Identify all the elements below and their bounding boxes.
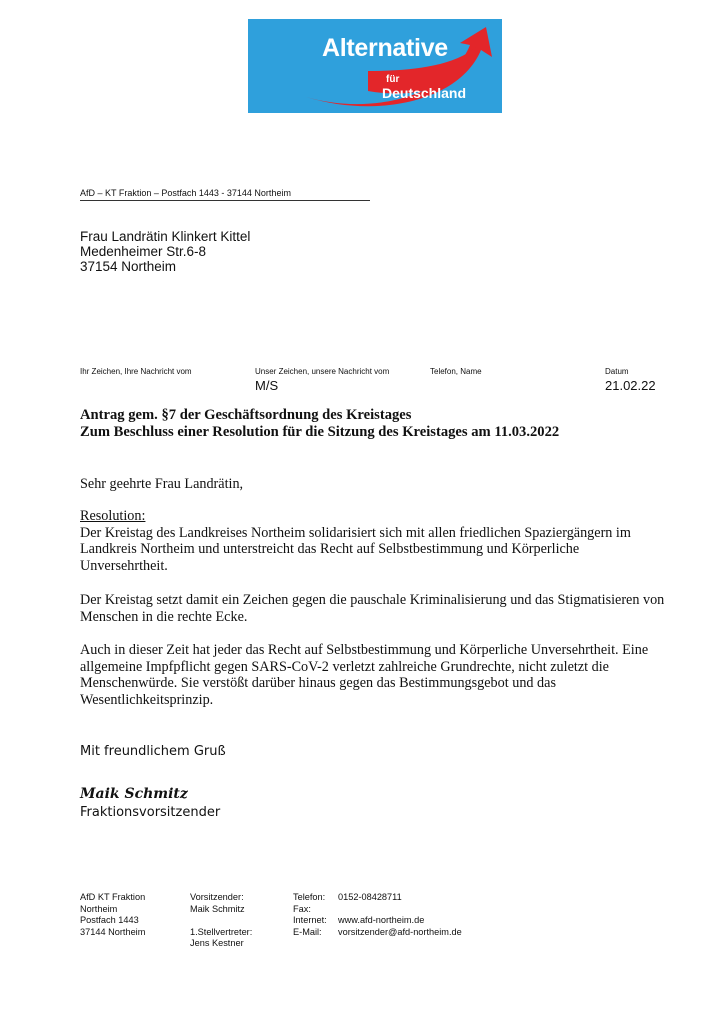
footer-fax xyxy=(338,904,462,916)
footer-line: AfD KT Fraktion xyxy=(80,892,146,902)
footer-line: Postfach 1443 xyxy=(80,915,139,925)
recipient-street: Medenheimer Str.6-8 xyxy=(80,244,207,259)
logo-text-line2: für xyxy=(386,74,400,85)
footer-column-contact-values xyxy=(338,892,462,938)
afd-logo xyxy=(248,19,502,113)
footer-column-contact-labels xyxy=(293,892,327,938)
footer-website-link[interactable]: www.afd-northeim.de xyxy=(338,915,425,925)
footer-column-address xyxy=(80,892,145,938)
footer-phone: 0152-08428711 xyxy=(338,892,402,902)
signer-title: Fraktionsvorsitzender xyxy=(80,805,221,820)
footer-label: E-Mail: xyxy=(293,926,322,937)
resolution-label: Resolution: xyxy=(80,508,146,524)
telefon-label: Telefon, Name xyxy=(430,367,482,376)
ihr-zeichen-label: Ihr Zeichen, Ihre Nachricht vom xyxy=(80,367,192,376)
subject-line1: Antrag gem. §7 der Geschäftsordnung des Kreistages xyxy=(80,407,412,423)
return-line-rule xyxy=(80,200,370,201)
paragraph-2: Der Kreistag setzt damit ein Zeichen gegen die pauschale Kriminalisierung und das Stigmatisieren von Menschen in die rechte Ecke. xyxy=(80,592,665,625)
signature: Maik Schmitz xyxy=(80,786,188,802)
footer-email-link[interactable]: vorsitzender@afd-northeim.de xyxy=(338,926,462,937)
footer-line: Maik Schmitz xyxy=(190,903,245,914)
sender-return-line: AfD – KT Fraktion – Postfach 1443 - 37144 Northeim xyxy=(80,188,291,198)
footer-label: Internet: xyxy=(293,915,327,925)
footer-label: Fax: xyxy=(293,903,311,914)
footer-line xyxy=(190,915,252,927)
subject xyxy=(80,407,680,441)
subject-line2: Zum Beschluss einer Resolution für die Sitzung des Kreistages am 11.03.2022 xyxy=(80,424,560,440)
datum-value: 21.02.22 xyxy=(605,378,656,393)
unser-zeichen-value: M/S xyxy=(255,378,279,393)
closing-greeting: Mit freundlichem Gruß xyxy=(80,744,226,759)
recipient-name: Frau Landrätin Klinkert Kittel xyxy=(80,229,251,244)
paragraph-1: Der Kreistag des Landkreises Northeim solidarisiert sich mit allen friedlichen Spaziergängern im Landkreis Northeim und unterstreicht das Recht auf Selbstbestimmung und Körperliche Unversehrtheit. xyxy=(80,524,631,574)
unser-zeichen-label: Unser Zeichen, unsere Nachricht vom xyxy=(255,367,390,376)
datum-label: Datum xyxy=(605,367,629,376)
resolution-block xyxy=(80,508,670,574)
footer-label: Telefon: xyxy=(293,892,326,902)
recipient-city: 37154 Northeim xyxy=(80,259,177,274)
logo-text-line3: Deutschland xyxy=(382,85,467,101)
footer-line: 1.Stellvertreter: xyxy=(190,926,253,937)
salutation: Sehr geehrte Frau Landrätin, xyxy=(80,476,244,492)
logo-text-line1: Alternative xyxy=(322,34,448,62)
footer-line: 37144 Northeim xyxy=(80,926,146,937)
footer-column-board xyxy=(190,892,252,950)
footer-line: Vorsitzender: xyxy=(190,892,244,902)
footer-line: Northeim xyxy=(80,903,118,914)
footer-line: Jens Kestner xyxy=(190,938,244,948)
paragraph-3: Auch in dieser Zeit hat jeder das Recht auf Selbstbestimmung und Körperliche Unversehrtheit. Eine allgemeine Impfpflicht gegen SARS-CoV-2 verletzt zahlreiche Grundrechte, nicht zuletzt die Menschenwürde. Sie verstößt darüber hinaus gegen das Bestimmungsgebot und das Wesentlichkeitsprinzip. xyxy=(80,642,649,708)
